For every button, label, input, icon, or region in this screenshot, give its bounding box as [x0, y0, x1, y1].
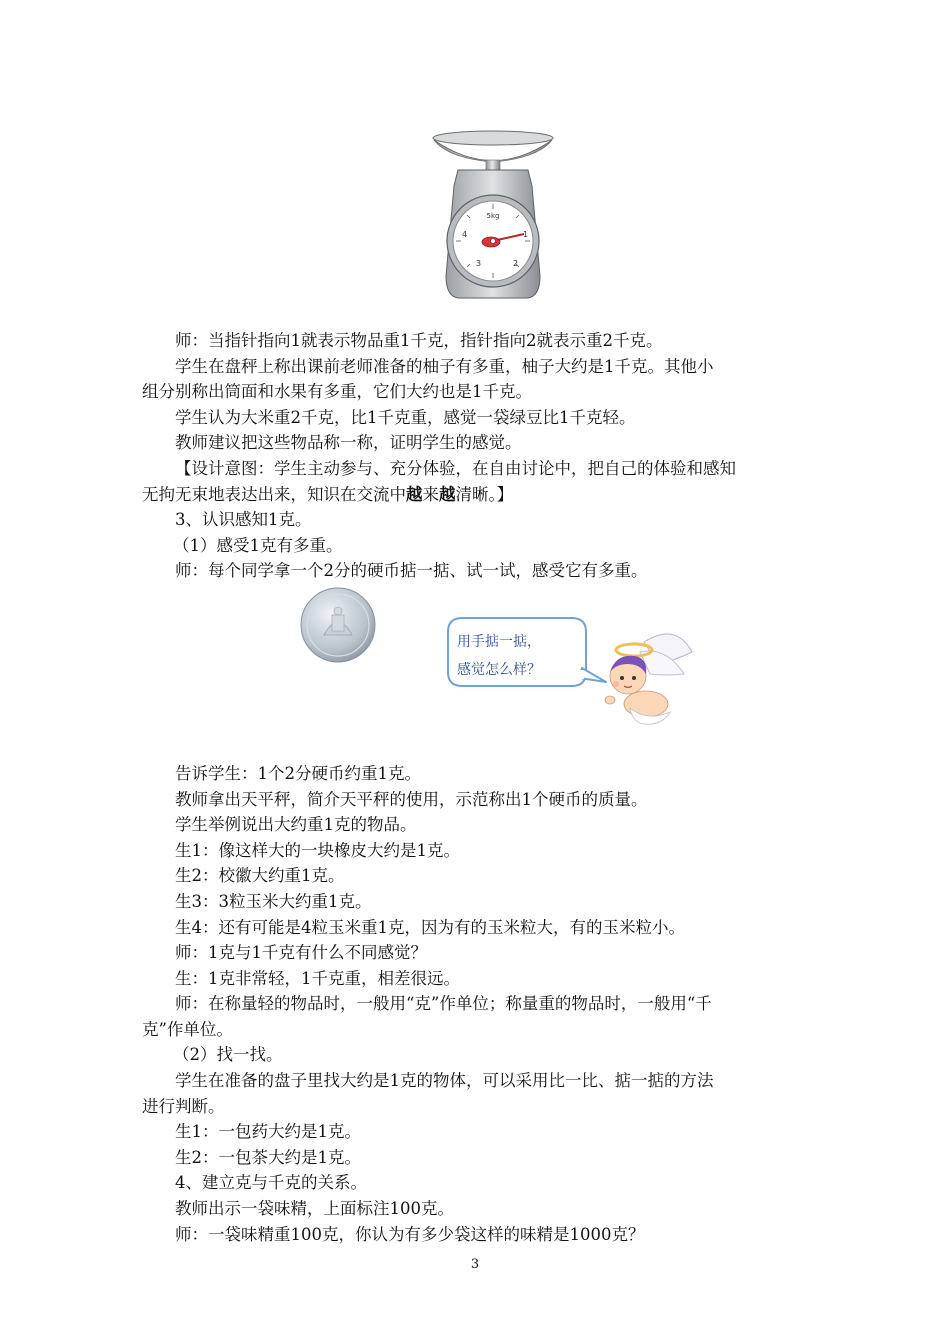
- text-line: 生3：3粒玉米大约重1克。: [175, 891, 372, 911]
- text-line: 教师拿出天平秤，简介天平秤的使用，示范称出1个硬币的质量。: [175, 789, 648, 809]
- text-line: （1）感受1克有多重。: [173, 535, 343, 555]
- text-line: 生：1克非常轻，1千克重，相差很远。: [175, 968, 460, 988]
- bubble-text-line-1: 用手掂一掂，: [457, 634, 541, 650]
- text-line: 学生在盘秤上称出课前老师准备的柚子有多重，柚子大约是1千克。其他小: [175, 356, 714, 376]
- text-line: 生1：像这样大的一块橡皮大约是1克。: [175, 840, 460, 860]
- text-line: 师：当指针指向1就表示物品重1千克，指针指向2就表示重2千克。: [175, 331, 663, 350]
- text-line: 学生举例说出大约重1克的物品。: [175, 815, 417, 835]
- text-line: 教师出示一袋味精，上面标注100克。: [175, 1199, 454, 1219]
- text-line: 学生在准备的盘子里找大约是1克的物体，可以采用比一比、掂一掂的方法: [175, 1071, 714, 1091]
- coin-image: [298, 585, 378, 665]
- design-intent-line-1: 【设计意图：学生主动参与、充分体验，在自由讨论中，把自己的体验和感知: [175, 458, 736, 478]
- text-line: 告诉学生：1个2分硬币约重1克。: [175, 763, 421, 783]
- text-line: 生2：一包茶大约是1克。: [175, 1147, 361, 1167]
- dial-number: 2: [513, 259, 519, 268]
- text-line: 组分别称出筒面和水果有多重，它们大约也是1千克。: [142, 382, 532, 402]
- text-line: 师：在称量轻的物品时，一般用“克”作单位；称量重的物品时，一般用“千: [175, 994, 712, 1014]
- paragraph-group-bottom: [142, 761, 812, 1247]
- text-line: 师：每个同学拿一个2分的硬币掂一掂、试一试，感受它有多重。: [175, 561, 648, 581]
- scale-unit-label: 5kg: [486, 212, 500, 220]
- dial-number: 1: [523, 230, 529, 239]
- speech-bubble-illustration: [444, 612, 694, 737]
- text-line: 生2：校徽大约重1克。: [175, 866, 345, 886]
- angel-child-icon: [605, 634, 692, 724]
- text-line: 生1：一包药大约是1克。: [175, 1122, 361, 1142]
- text-line: 教师建议把这些物品称一称，证明学生的感觉。: [175, 433, 522, 453]
- text-line: （2）找一找。: [173, 1045, 283, 1065]
- paragraph-group-mid: [142, 507, 812, 584]
- bubble-text-line-2: 感觉怎么样？: [457, 662, 541, 678]
- text-line: 4、建立克与千克的关系。: [175, 1173, 367, 1193]
- dial-number: 4: [462, 230, 468, 239]
- text-line: 克”作单位。: [142, 1019, 233, 1039]
- page-number: 3: [470, 1257, 480, 1272]
- design-intent-line-2: 无拘无束地表达出来，知识在交流中越来越清晰。】: [142, 484, 514, 504]
- text-line: 3、认识感知1克。: [175, 510, 312, 530]
- dial-number: 3: [476, 259, 482, 268]
- text-line: 生4：还有可能是4粒玉米重1克，因为有的玉米粒大，有的玉米粒小。: [175, 917, 685, 937]
- kitchen-scale-image: [428, 126, 558, 301]
- text-line: 进行判断。: [142, 1096, 225, 1116]
- paragraph-group-top: [142, 328, 812, 456]
- lesson-text: [142, 328, 812, 1247]
- text-line: 学生认为大米重2千克，比1千克重，感觉一袋绿豆比1千克轻。: [175, 407, 636, 427]
- text-line: 师：一袋味精重100克，你认为有多少袋这样的味精是1000克？: [175, 1224, 645, 1244]
- text-line: 师：1克与1千克有什么不同感觉？: [175, 943, 427, 963]
